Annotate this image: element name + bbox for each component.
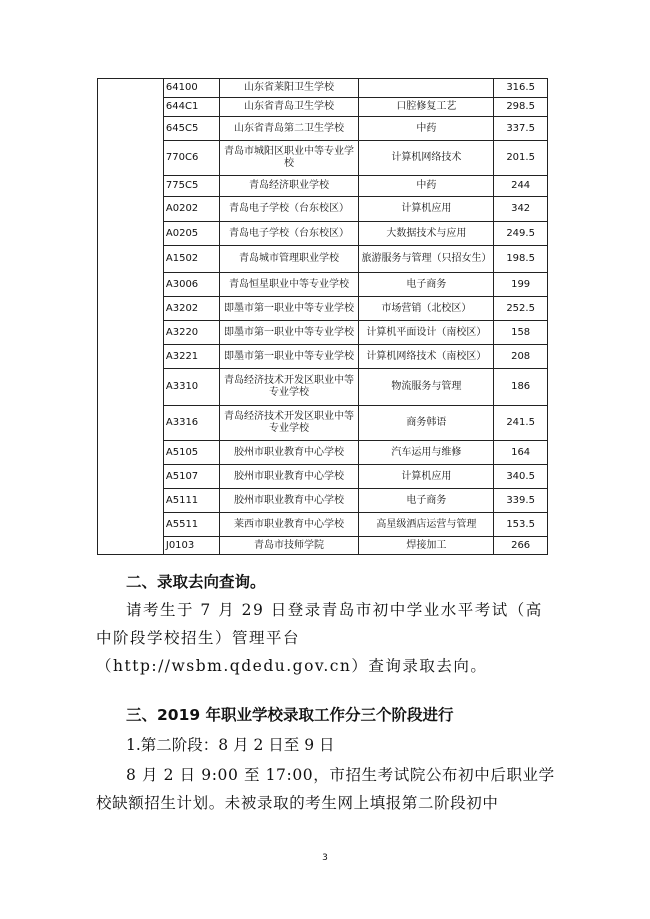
table-row: [98, 441, 548, 465]
table-row: [98, 222, 548, 246]
school-code-cell: A5105: [163, 441, 219, 465]
score-cell: 153.5: [494, 513, 548, 537]
score-cell: 252.5: [494, 297, 548, 321]
page-number: 3: [322, 853, 328, 863]
table-row: [98, 465, 548, 489]
school-code-cell: 644C1: [163, 98, 219, 117]
major-cell: 口腔修复工艺: [359, 98, 494, 117]
score-cell: 199: [494, 273, 548, 297]
school-code-cell: A3006: [163, 273, 219, 297]
major-cell: 汽车运用与维修: [359, 441, 494, 465]
school-code-cell: A5107: [163, 465, 219, 489]
major-cell: 物流服务与管理: [359, 369, 494, 406]
school-name-cell: 胶州市职业教育中心学校: [219, 489, 359, 513]
table-row: [98, 117, 548, 141]
school-name-cell: 即墨市第一职业中等专业学校: [219, 345, 359, 369]
major-cell: 计算机应用: [359, 197, 494, 222]
section-2-heading: 二、录取去向查询。: [126, 573, 266, 591]
school-code-cell: 775C5: [163, 176, 219, 197]
stage-1-paragraph: 8 月 2 日 9:00 至 17:00，市招生考试院公布初中后职业学校缺额招生计划。未被录取的考生网上填报第二阶段初中: [96, 766, 555, 812]
score-cell: 198.5: [494, 246, 548, 273]
score-cell: 298.5: [494, 98, 548, 117]
score-cell: 208: [494, 345, 548, 369]
table-row: [98, 345, 548, 369]
score-cell: 337.5: [494, 117, 548, 141]
table-row: [98, 273, 548, 297]
school-name-cell: 山东省青岛卫生学校: [219, 98, 359, 117]
school-code-cell: A0202: [163, 197, 219, 222]
school-code-cell: 770C6: [163, 141, 219, 176]
table-row: [98, 406, 548, 441]
major-cell: 计算机应用: [359, 465, 494, 489]
score-cell: 340.5: [494, 465, 548, 489]
major-cell: 中药: [359, 117, 494, 141]
score-cell: 186: [494, 369, 548, 406]
major-cell: 电子商务: [359, 489, 494, 513]
school-name-cell: 胶州市职业教育中心学校: [219, 465, 359, 489]
section-2-paragraph: 请考生于 7 月 29 日登录青岛市初中学业水平考试（高中阶段学校招生）管理平台（http://wsbm.qdedu.gov.cn）查询录取去向。: [96, 601, 543, 675]
score-cell: 266: [494, 537, 548, 555]
school-name-cell: 青岛电子学校（台东校区）: [219, 222, 359, 246]
school-name-cell: 青岛恒星职业中等专业学校: [219, 273, 359, 297]
school-name-cell: 青岛市城阳区职业中等专业学校: [219, 141, 359, 176]
score-cell: 249.5: [494, 222, 548, 246]
stage-1-heading: 1.第二阶段：8 月 2 日至 9 日: [126, 736, 335, 754]
school-code-cell: A3310: [163, 369, 219, 406]
score-cell: 316.5: [494, 79, 548, 98]
score-cell: 244: [494, 176, 548, 197]
major-cell: 电子商务: [359, 273, 494, 297]
school-code-cell: A3220: [163, 321, 219, 345]
table-row: [98, 489, 548, 513]
table-row: [98, 321, 548, 345]
major-cell: 计算机网络技术（南校区）: [359, 345, 494, 369]
major-cell: 大数据技术与应用: [359, 222, 494, 246]
score-cell: 241.5: [494, 406, 548, 441]
school-code-cell: J0103: [163, 537, 219, 555]
school-code-cell: A3316: [163, 406, 219, 441]
school-name-cell: 青岛城市管理职业学校: [219, 246, 359, 273]
school-name-cell: 青岛电子学校（台东校区）: [219, 197, 359, 222]
major-cell: 高星级酒店运营与管理: [359, 513, 494, 537]
school-name-cell: 青岛经济技术开发区职业中等专业学校: [219, 369, 359, 406]
school-code-cell: A0205: [163, 222, 219, 246]
school-code-cell: A3221: [163, 345, 219, 369]
major-cell: 计算机平面设计（南校区）: [359, 321, 494, 345]
table-row: [98, 369, 548, 406]
school-name-cell: 青岛经济职业学校: [219, 176, 359, 197]
school-code-cell: 645C5: [163, 117, 219, 141]
group-cell: [98, 79, 164, 555]
major-cell: [359, 79, 494, 98]
table-row: [98, 141, 548, 176]
major-cell: 市场营销（北校区）: [359, 297, 494, 321]
school-name-cell: 胶州市职业教育中心学校: [219, 441, 359, 465]
school-name-cell: 青岛经济技术开发区职业中等专业学校: [219, 406, 359, 441]
score-cell: 201.5: [494, 141, 548, 176]
admission-scores-table: [97, 78, 548, 555]
table-row: [98, 197, 548, 222]
major-cell: 旅游服务与管理（只招女生）: [359, 246, 494, 273]
school-name-cell: 山东省莱阳卫生学校: [219, 79, 359, 98]
table-row: [98, 246, 548, 273]
school-code-cell: A3202: [163, 297, 219, 321]
table-row: [98, 79, 548, 98]
school-name-cell: 青岛市技师学院: [219, 537, 359, 555]
score-cell: 158: [494, 321, 548, 345]
table-row: [98, 297, 548, 321]
score-cell: 342: [494, 197, 548, 222]
score-cell: 339.5: [494, 489, 548, 513]
section-3-heading: 三、2019 年职业学校录取工作分三个阶段进行: [126, 706, 454, 724]
school-code-cell: A5511: [163, 513, 219, 537]
table-row: [98, 98, 548, 117]
school-name-cell: 莱西市职业教育中心学校: [219, 513, 359, 537]
school-code-cell: 64100: [163, 79, 219, 98]
major-cell: 计算机网络技术: [359, 141, 494, 176]
table-row: [98, 537, 548, 555]
table-row: [98, 176, 548, 197]
score-cell: 164: [494, 441, 548, 465]
major-cell: 中药: [359, 176, 494, 197]
school-name-cell: 山东省青岛第二卫生学校: [219, 117, 359, 141]
table-row: [98, 513, 548, 537]
major-cell: 焊接加工: [359, 537, 494, 555]
school-code-cell: A1502: [163, 246, 219, 273]
school-code-cell: A5111: [163, 489, 219, 513]
major-cell: 商务韩语: [359, 406, 494, 441]
school-name-cell: 即墨市第一职业中等专业学校: [219, 321, 359, 345]
school-name-cell: 即墨市第一职业中等专业学校: [219, 297, 359, 321]
